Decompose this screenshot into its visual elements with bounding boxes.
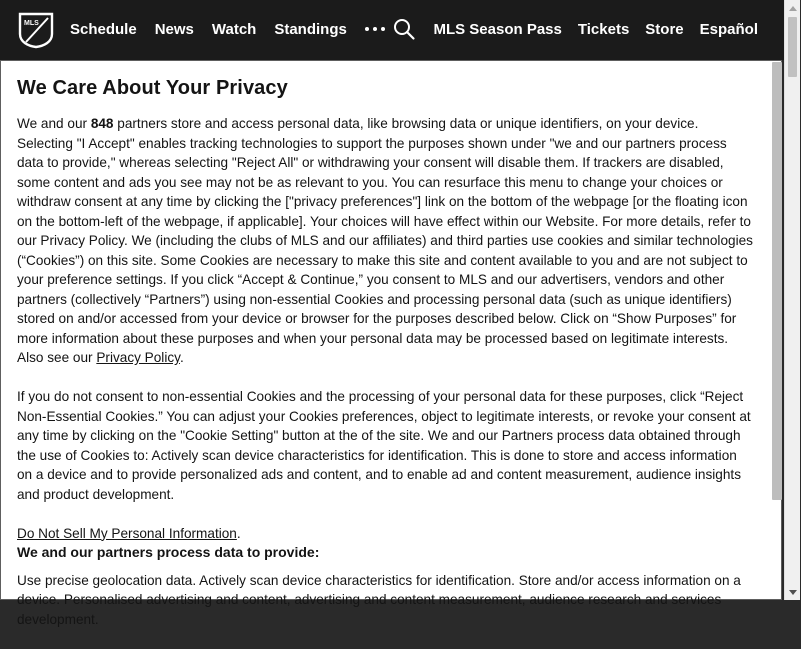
do-not-sell-line	[17, 524, 755, 544]
mls-logo-icon[interactable]	[18, 12, 54, 48]
privacy-paragraph-1	[17, 114, 755, 368]
top-nav	[0, 0, 784, 60]
window-scrollbar-thumb[interactable]	[788, 17, 797, 77]
nav-left-group	[70, 0, 385, 58]
do-not-sell-link[interactable]: Do Not Sell My Personal Information	[17, 525, 237, 541]
nav-item-store[interactable]: Store	[645, 20, 684, 38]
p1-body: partners store and access personal data, like browsing data or unique identifiers, on your device. Selecting "I Accept" enables tracking technologies to support the purposes shown under "we and our partners process data to provide," whereas selecting "Reject All" or withdrawing your consent will disable them. If trackers are disabled, some content and ads you see may not be as relevant to you. You can resurface this menu to change your choices or withdraw consent at any time by clicking the ["privacy preferences"] link on the bottom of the webpage [or the floating icon on the bottom-left of the webpage, if applicable]. Your choices will have effect within our Website. For more details, refer to our Privacy Policy. We (including the clubs of MLS and our affiliates) and third parties use cookies and similar technologies (“Cookies”) on this site. Some Cookies are necessary to make this site and content available to you and are not subject to your preference settings. If you click “Accept & Continue,” you consent to MLS and our advertisers, vendors and other partners (collectively “Partners”) using non-essential Cookies and processing personal data (such as unique identifiers) stored on and/or accessed from your device or browser for the purposes described below. Click on “Show Purposes” for more information about these purposes and when your personal data may be processed based on legitimate interests. Also see our	[17, 116, 753, 365]
dialog-scrollbar-thumb[interactable]	[772, 62, 782, 500]
privacy-policy-link[interactable]: Privacy Policy	[96, 350, 180, 365]
partner-count[interactable]: 848	[90, 116, 114, 131]
nav-right-group	[393, 0, 758, 58]
privacy-dialog	[0, 60, 782, 627]
nav-item-season-pass[interactable]: MLS Season Pass	[433, 20, 562, 38]
privacy-title: We Care About Your Privacy	[17, 77, 288, 99]
scroll-up-arrow-icon[interactable]	[785, 0, 801, 16]
partners-process-heading: We and our partners process data to provide:	[17, 544, 320, 560]
dialog-scrollbar[interactable]	[772, 62, 782, 500]
nav-item-espanol[interactable]: Español	[699, 20, 758, 38]
p1-end: .	[179, 350, 184, 365]
p1-start: We and our	[17, 116, 91, 131]
do-not-sell-end: .	[236, 525, 241, 541]
nav-item-news[interactable]: News	[154, 20, 194, 38]
privacy-content	[17, 77, 755, 649]
nav-item-schedule[interactable]: Schedule	[70, 20, 137, 38]
privacy-paragraph-2: If you do not consent to non-essential Cookies and the processing of your personal data for these purposes, click “Reject Non-Essential Cookies.” You can adjust your Cookies preferences, object to legitimate interests, or revoke your consent at any time by clicking on the "Cookie Setting" button at the of the site. We and our Partners process data obtained through the use of Cookies to: Actively scan device characteristics for identification. This is done to store and access information on a device and to provide personalized ads and content, and to enable ad and content measurement, audience insights and product development.	[17, 389, 751, 502]
nav-item-tickets[interactable]: Tickets	[577, 20, 630, 38]
nav-item-standings[interactable]: Standings	[274, 20, 347, 38]
nav-item-watch[interactable]: Watch	[211, 20, 257, 38]
search-icon[interactable]	[393, 18, 415, 40]
more-dots-icon[interactable]	[365, 27, 385, 31]
logo-text: MLS	[24, 20, 39, 27]
window-scrollbar[interactable]	[784, 0, 800, 600]
scroll-down-arrow-icon[interactable]	[785, 584, 801, 600]
privacy-paragraph-3: Use precise geolocation data. Actively scan device characteristics for identification. Store and/or access information on a device. Personalised advertising and content, advertising and content measurement, audience research and services development.	[17, 572, 741, 627]
